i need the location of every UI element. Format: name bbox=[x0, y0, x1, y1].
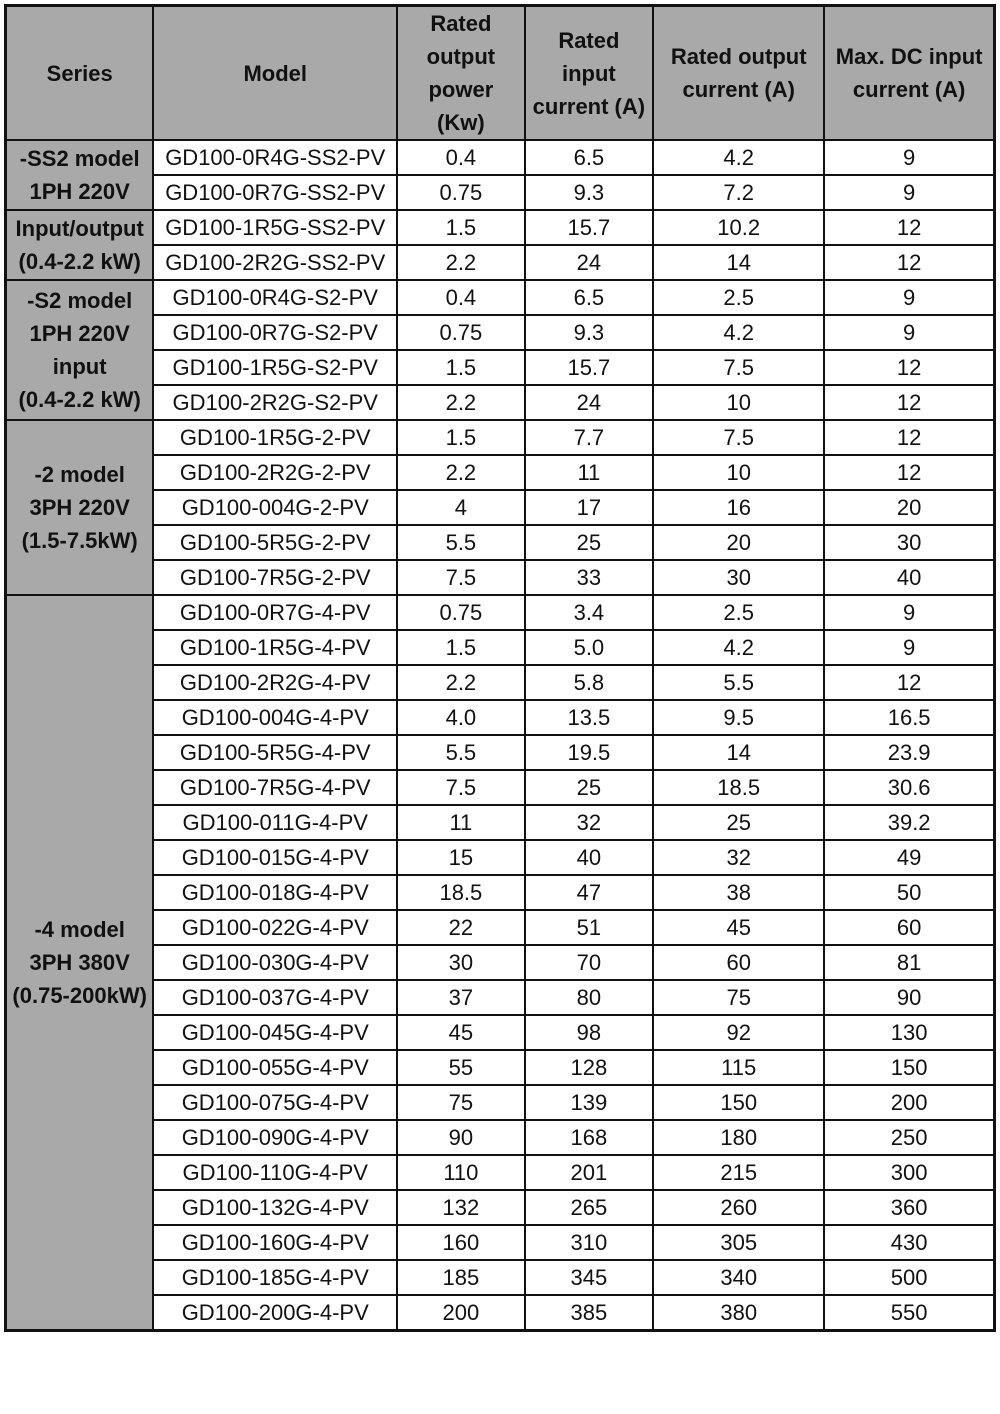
cell-rated-output-power: 4 bbox=[397, 490, 524, 525]
cell-rated-output-power: 90 bbox=[397, 1120, 524, 1155]
cell-rated-output-power: 200 bbox=[397, 1295, 524, 1331]
cell-model: GD100-5R5G-4-PV bbox=[153, 735, 397, 770]
cell-model: GD100-090G-4-PV bbox=[153, 1120, 397, 1155]
cell-rated-input-current: 15.7 bbox=[525, 210, 654, 245]
cell-rated-output-power: 1.5 bbox=[397, 630, 524, 665]
cell-model: GD100-110G-4-PV bbox=[153, 1155, 397, 1190]
cell-max-dc-input-current: 81 bbox=[824, 945, 994, 980]
cell-max-dc-input-current: 130 bbox=[824, 1015, 994, 1050]
cell-max-dc-input-current: 16.5 bbox=[824, 700, 994, 735]
cell-model: GD100-1R5G-4-PV bbox=[153, 630, 397, 665]
cell-rated-output-power: 30 bbox=[397, 945, 524, 980]
cell-rated-output-current: 32 bbox=[653, 840, 824, 875]
cell-rated-input-current: 7.7 bbox=[525, 420, 654, 455]
cell-max-dc-input-current: 12 bbox=[824, 420, 994, 455]
cell-max-dc-input-current: 300 bbox=[824, 1155, 994, 1190]
cell-max-dc-input-current: 30 bbox=[824, 525, 994, 560]
cell-rated-output-power: 0.4 bbox=[397, 140, 524, 175]
cell-max-dc-input-current: 12 bbox=[824, 350, 994, 385]
cell-rated-output-power: 160 bbox=[397, 1225, 524, 1260]
cell-rated-output-power: 55 bbox=[397, 1050, 524, 1085]
cell-model: GD100-022G-4-PV bbox=[153, 910, 397, 945]
cell-rated-output-power: 1.5 bbox=[397, 420, 524, 455]
cell-rated-input-current: 310 bbox=[525, 1225, 654, 1260]
cell-model: GD100-185G-4-PV bbox=[153, 1260, 397, 1295]
cell-rated-input-current: 139 bbox=[525, 1085, 654, 1120]
cell-max-dc-input-current: 150 bbox=[824, 1050, 994, 1085]
table-body bbox=[6, 140, 995, 1331]
cell-rated-output-current: 7.5 bbox=[653, 420, 824, 455]
cell-rated-output-current: 2.5 bbox=[653, 280, 824, 315]
cell-rated-output-current: 4.2 bbox=[653, 315, 824, 350]
cell-rated-input-current: 5.8 bbox=[525, 665, 654, 700]
cell-rated-output-current: 20 bbox=[653, 525, 824, 560]
cell-model: GD100-015G-4-PV bbox=[153, 840, 397, 875]
cell-model: GD100-004G-2-PV bbox=[153, 490, 397, 525]
cell-rated-output-current: 16 bbox=[653, 490, 824, 525]
cell-rated-output-power: 45 bbox=[397, 1015, 524, 1050]
cell-rated-input-current: 17 bbox=[525, 490, 654, 525]
cell-rated-output-current: 14 bbox=[653, 245, 824, 280]
cell-rated-input-current: 25 bbox=[525, 770, 654, 805]
spec-table bbox=[4, 4, 996, 1332]
table-row bbox=[6, 595, 995, 630]
cell-model: GD100-004G-4-PV bbox=[153, 700, 397, 735]
cell-rated-output-power: 7.5 bbox=[397, 560, 524, 595]
table-row bbox=[6, 665, 995, 700]
cell-rated-output-power: 11 bbox=[397, 805, 524, 840]
cell-rated-input-current: 80 bbox=[525, 980, 654, 1015]
cell-max-dc-input-current: 20 bbox=[824, 490, 994, 525]
cell-model: GD100-0R4G-S2-PV bbox=[153, 280, 397, 315]
cell-model: GD100-2R2G-4-PV bbox=[153, 665, 397, 700]
table-row bbox=[6, 1260, 995, 1295]
cell-rated-output-power: 4.0 bbox=[397, 700, 524, 735]
cell-max-dc-input-current: 9 bbox=[824, 315, 994, 350]
cell-rated-output-current: 75 bbox=[653, 980, 824, 1015]
cell-model: GD100-0R7G-SS2-PV bbox=[153, 175, 397, 210]
series-cell: -SS2 model 1PH 220V bbox=[6, 140, 154, 210]
cell-rated-output-power: 0.75 bbox=[397, 315, 524, 350]
cell-rated-output-power: 75 bbox=[397, 1085, 524, 1120]
cell-max-dc-input-current: 12 bbox=[824, 455, 994, 490]
cell-rated-output-power: 2.2 bbox=[397, 245, 524, 280]
cell-rated-output-current: 115 bbox=[653, 1050, 824, 1085]
cell-max-dc-input-current: 30.6 bbox=[824, 770, 994, 805]
header-series: Series bbox=[6, 6, 154, 141]
cell-rated-output-power: 22 bbox=[397, 910, 524, 945]
cell-max-dc-input-current: 12 bbox=[824, 245, 994, 280]
cell-model: GD100-160G-4-PV bbox=[153, 1225, 397, 1260]
cell-rated-output-current: 30 bbox=[653, 560, 824, 595]
header-rated-output-current: Rated output current (A) bbox=[653, 6, 824, 141]
cell-rated-output-current: 215 bbox=[653, 1155, 824, 1190]
cell-max-dc-input-current: 23.9 bbox=[824, 735, 994, 770]
cell-rated-output-power: 7.5 bbox=[397, 770, 524, 805]
table-row bbox=[6, 945, 995, 980]
cell-rated-output-current: 9.5 bbox=[653, 700, 824, 735]
cell-model: GD100-5R5G-2-PV bbox=[153, 525, 397, 560]
cell-rated-input-current: 33 bbox=[525, 560, 654, 595]
header-model: Model bbox=[153, 6, 397, 141]
cell-max-dc-input-current: 49 bbox=[824, 840, 994, 875]
cell-max-dc-input-current: 9 bbox=[824, 280, 994, 315]
cell-model: GD100-075G-4-PV bbox=[153, 1085, 397, 1120]
table-row bbox=[6, 175, 995, 210]
table-row bbox=[6, 245, 995, 280]
cell-max-dc-input-current: 250 bbox=[824, 1120, 994, 1155]
cell-rated-output-power: 132 bbox=[397, 1190, 524, 1225]
cell-rated-output-current: 4.2 bbox=[653, 630, 824, 665]
series-cell: -S2 model 1PH 220V input (0.4-2.2 kW) bbox=[6, 280, 154, 420]
cell-rated-output-current: 10 bbox=[653, 385, 824, 420]
cell-model: GD100-2R2G-S2-PV bbox=[153, 385, 397, 420]
table-row bbox=[6, 630, 995, 665]
series-cell: -4 model 3PH 380V (0.75-200kW) bbox=[6, 595, 154, 1331]
table-row bbox=[6, 455, 995, 490]
cell-rated-input-current: 168 bbox=[525, 1120, 654, 1155]
cell-rated-input-current: 70 bbox=[525, 945, 654, 980]
cell-model: GD100-045G-4-PV bbox=[153, 1015, 397, 1050]
cell-rated-input-current: 11 bbox=[525, 455, 654, 490]
cell-max-dc-input-current: 90 bbox=[824, 980, 994, 1015]
cell-max-dc-input-current: 9 bbox=[824, 140, 994, 175]
cell-model: GD100-030G-4-PV bbox=[153, 945, 397, 980]
cell-rated-output-power: 1.5 bbox=[397, 350, 524, 385]
cell-rated-input-current: 201 bbox=[525, 1155, 654, 1190]
cell-rated-output-power: 18.5 bbox=[397, 875, 524, 910]
table-row bbox=[6, 385, 995, 420]
table-row bbox=[6, 560, 995, 595]
cell-rated-input-current: 13.5 bbox=[525, 700, 654, 735]
cell-rated-output-current: 340 bbox=[653, 1260, 824, 1295]
cell-rated-output-power: 37 bbox=[397, 980, 524, 1015]
table-row bbox=[6, 1120, 995, 1155]
cell-rated-input-current: 47 bbox=[525, 875, 654, 910]
cell-rated-input-current: 265 bbox=[525, 1190, 654, 1225]
table-row bbox=[6, 910, 995, 945]
cell-rated-input-current: 6.5 bbox=[525, 280, 654, 315]
cell-rated-output-current: 7.5 bbox=[653, 350, 824, 385]
cell-model: GD100-0R7G-S2-PV bbox=[153, 315, 397, 350]
table-row bbox=[6, 1050, 995, 1085]
cell-rated-output-current: 150 bbox=[653, 1085, 824, 1120]
table-row bbox=[6, 805, 995, 840]
cell-rated-output-power: 110 bbox=[397, 1155, 524, 1190]
table-row bbox=[6, 1190, 995, 1225]
cell-rated-output-current: 2.5 bbox=[653, 595, 824, 630]
table-row bbox=[6, 140, 995, 175]
table-row bbox=[6, 210, 995, 245]
table-row bbox=[6, 735, 995, 770]
cell-rated-output-current: 92 bbox=[653, 1015, 824, 1050]
cell-max-dc-input-current: 200 bbox=[824, 1085, 994, 1120]
cell-rated-input-current: 24 bbox=[525, 385, 654, 420]
cell-rated-output-current: 10 bbox=[653, 455, 824, 490]
cell-max-dc-input-current: 50 bbox=[824, 875, 994, 910]
cell-rated-output-current: 4.2 bbox=[653, 140, 824, 175]
cell-max-dc-input-current: 9 bbox=[824, 175, 994, 210]
cell-model: GD100-7R5G-2-PV bbox=[153, 560, 397, 595]
cell-rated-input-current: 9.3 bbox=[525, 315, 654, 350]
cell-rated-output-current: 7.2 bbox=[653, 175, 824, 210]
cell-max-dc-input-current: 430 bbox=[824, 1225, 994, 1260]
cell-rated-output-power: 5.5 bbox=[397, 735, 524, 770]
cell-rated-input-current: 40 bbox=[525, 840, 654, 875]
cell-rated-output-current: 25 bbox=[653, 805, 824, 840]
cell-rated-input-current: 15.7 bbox=[525, 350, 654, 385]
cell-model: GD100-1R5G-2-PV bbox=[153, 420, 397, 455]
table-row bbox=[6, 315, 995, 350]
table-row bbox=[6, 280, 995, 315]
cell-max-dc-input-current: 12 bbox=[824, 210, 994, 245]
cell-model: GD100-1R5G-SS2-PV bbox=[153, 210, 397, 245]
table-row bbox=[6, 840, 995, 875]
table-row bbox=[6, 1015, 995, 1050]
cell-max-dc-input-current: 9 bbox=[824, 630, 994, 665]
table-row bbox=[6, 1085, 995, 1120]
table-row bbox=[6, 525, 995, 560]
cell-model: GD100-018G-4-PV bbox=[153, 875, 397, 910]
cell-model: GD100-055G-4-PV bbox=[153, 1050, 397, 1085]
cell-rated-input-current: 385 bbox=[525, 1295, 654, 1331]
cell-max-dc-input-current: 9 bbox=[824, 595, 994, 630]
cell-model: GD100-200G-4-PV bbox=[153, 1295, 397, 1331]
cell-rated-input-current: 98 bbox=[525, 1015, 654, 1050]
header-rated-input-current: Rated input current (A) bbox=[525, 6, 654, 141]
cell-rated-output-current: 10.2 bbox=[653, 210, 824, 245]
cell-rated-output-current: 18.5 bbox=[653, 770, 824, 805]
cell-rated-output-power: 185 bbox=[397, 1260, 524, 1295]
cell-rated-output-power: 1.5 bbox=[397, 210, 524, 245]
cell-max-dc-input-current: 60 bbox=[824, 910, 994, 945]
table-row bbox=[6, 875, 995, 910]
table-row bbox=[6, 1295, 995, 1331]
series-cell: -2 model 3PH 220V (1.5-7.5kW) bbox=[6, 420, 154, 595]
cell-rated-output-current: 5.5 bbox=[653, 665, 824, 700]
cell-rated-input-current: 51 bbox=[525, 910, 654, 945]
table-row bbox=[6, 420, 995, 455]
cell-max-dc-input-current: 550 bbox=[824, 1295, 994, 1331]
cell-rated-output-current: 38 bbox=[653, 875, 824, 910]
cell-rated-input-current: 128 bbox=[525, 1050, 654, 1085]
cell-model: GD100-011G-4-PV bbox=[153, 805, 397, 840]
cell-max-dc-input-current: 40 bbox=[824, 560, 994, 595]
cell-max-dc-input-current: 12 bbox=[824, 665, 994, 700]
cell-rated-output-current: 180 bbox=[653, 1120, 824, 1155]
table-row bbox=[6, 770, 995, 805]
cell-model: GD100-2R2G-2-PV bbox=[153, 455, 397, 490]
cell-rated-input-current: 19.5 bbox=[525, 735, 654, 770]
header-row bbox=[6, 6, 995, 141]
cell-model: GD100-7R5G-4-PV bbox=[153, 770, 397, 805]
cell-rated-output-power: 2.2 bbox=[397, 385, 524, 420]
cell-rated-input-current: 32 bbox=[525, 805, 654, 840]
cell-rated-output-power: 0.75 bbox=[397, 595, 524, 630]
series-cell: Input/output (0.4-2.2 kW) bbox=[6, 210, 154, 280]
cell-model: GD100-0R7G-4-PV bbox=[153, 595, 397, 630]
cell-rated-input-current: 25 bbox=[525, 525, 654, 560]
cell-rated-output-current: 14 bbox=[653, 735, 824, 770]
cell-rated-output-current: 60 bbox=[653, 945, 824, 980]
cell-rated-output-power: 2.2 bbox=[397, 665, 524, 700]
cell-rated-input-current: 3.4 bbox=[525, 595, 654, 630]
cell-rated-output-power: 0.75 bbox=[397, 175, 524, 210]
table-row bbox=[6, 700, 995, 735]
cell-max-dc-input-current: 360 bbox=[824, 1190, 994, 1225]
table-row bbox=[6, 350, 995, 385]
cell-rated-input-current: 24 bbox=[525, 245, 654, 280]
cell-rated-output-current: 305 bbox=[653, 1225, 824, 1260]
cell-rated-output-current: 260 bbox=[653, 1190, 824, 1225]
cell-rated-output-power: 0.4 bbox=[397, 280, 524, 315]
cell-rated-output-current: 45 bbox=[653, 910, 824, 945]
header-max-dc-input-current: Max. DC input current (A) bbox=[824, 6, 994, 141]
cell-rated-input-current: 9.3 bbox=[525, 175, 654, 210]
cell-model: GD100-132G-4-PV bbox=[153, 1190, 397, 1225]
cell-rated-output-power: 5.5 bbox=[397, 525, 524, 560]
cell-rated-output-power: 15 bbox=[397, 840, 524, 875]
cell-model: GD100-2R2G-SS2-PV bbox=[153, 245, 397, 280]
cell-model: GD100-1R5G-S2-PV bbox=[153, 350, 397, 385]
cell-max-dc-input-current: 500 bbox=[824, 1260, 994, 1295]
cell-model: GD100-037G-4-PV bbox=[153, 980, 397, 1015]
cell-rated-input-current: 5.0 bbox=[525, 630, 654, 665]
table-row bbox=[6, 1225, 995, 1260]
cell-max-dc-input-current: 39.2 bbox=[824, 805, 994, 840]
cell-max-dc-input-current: 12 bbox=[824, 385, 994, 420]
cell-rated-output-current: 380 bbox=[653, 1295, 824, 1331]
table-row bbox=[6, 980, 995, 1015]
table-row bbox=[6, 1155, 995, 1190]
cell-rated-output-power: 2.2 bbox=[397, 455, 524, 490]
header-rated-output-power: Rated output power (Kw) bbox=[397, 6, 524, 141]
cell-rated-input-current: 6.5 bbox=[525, 140, 654, 175]
cell-model: GD100-0R4G-SS2-PV bbox=[153, 140, 397, 175]
table-row bbox=[6, 490, 995, 525]
cell-rated-input-current: 345 bbox=[525, 1260, 654, 1295]
